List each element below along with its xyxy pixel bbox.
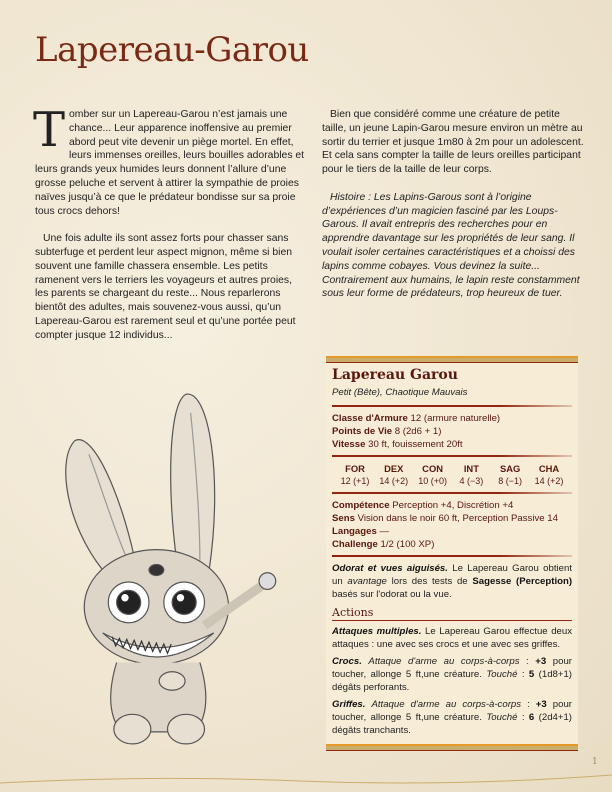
drop-cap: T — [33, 102, 66, 158]
ability-dex: DEX 14 (+2) — [379, 463, 409, 486]
intro-paragraph — [33, 102, 307, 218]
hit-points: Points de Vie 8 (2d6 + 1) — [332, 426, 442, 437]
ability-scores — [332, 462, 572, 488]
divider — [332, 455, 572, 457]
werebunny-illustration — [45, 385, 290, 755]
left-column — [33, 102, 307, 356]
senses: Sens Vision dans le noir 60 ft, Perception Passive 14 — [332, 513, 558, 524]
action-bite: Crocs. Attaque d'arme au corps-à-corps : +3 pour toucher, allonge 5 ft,une créature. Touché : 5 (1d8+1) dégâts perforants. — [332, 656, 573, 693]
stat-block-top-bar — [326, 356, 578, 363]
history-paragraph: Histoire : Les Lapins-Garous sont à l’origine d’expériences d’un magicien fasciné par les Loups-Garous. Il avait entrepris des recherches pour en apprendre davantage sur les propriétés de leur sang. Il voulait isoler certaines caractéristiques et a choissi des lapins comme cobayes. Vous devinez la suite... Contrairement aux humains, le lapin reste constamment sous leur forme de prédateurs, trop heureux de tuer. — [322, 191, 580, 300]
page-title: Lapereau-Garou — [35, 30, 309, 70]
divider — [332, 492, 572, 494]
ability-for: FOR 12 (+1) — [340, 463, 370, 486]
speed: Vitesse 30 ft, fouissement 20ft — [332, 439, 463, 450]
actions-heading: Actions — [332, 606, 572, 621]
action-claws: Griffes. Attaque d'arme au corps-à-corps : +3 pour toucher, allonge 5 ft,une créature. Touché : 6 (2d4+1) dégâts tranchants. — [332, 699, 573, 736]
ability-int: INT 4 (−3) — [459, 463, 484, 486]
languages: Langages — — [332, 526, 390, 537]
armor-class: Classe d'Armure 12 (armure naturelle) — [332, 413, 501, 424]
footer-ornament — [0, 765, 612, 790]
adult-paragraph: Une fois adulte ils sont assez forts pour chasser sans subterfuge et perdent leur aspect mignon, même si bien souvent une famille chassera ensemble. Les petits ramenent vers le terriers les voyageurs et autres proies, les parents se chargeant du reste... Nous reparlerons bientôt des adultes, mais souvenez-vous aussi, qu’un Lapereau-Garou est rarement seul et qu’une portée peut compter jusque 12 individus... — [35, 233, 296, 341]
stat-block — [326, 356, 578, 751]
ability-sag: SAG 8 (−1) — [498, 463, 523, 486]
action-multiattack: Attaques multiples. Le Lapereau Garou effectue deux attaques : une avec ses crocs et une avec ses griffes. — [332, 626, 572, 650]
creature-name: Lapereau Garou — [332, 367, 458, 383]
creature-type: Petit (Bête), Chaotique Mauvais — [332, 387, 468, 398]
intro-text: omber sur un Lapereau-Garou n’est jamais une chance... Leur apparence inoffensive au premier abord peut vite devenir un piège mortel. En effet, leurs immenses oreilles, leurs bouilles adorables et leurs grands yeux humides leurs donnent l’allure d’une grosse peluche et servent à attirer la sympathie de proies naïves jusqu’à ce que le prédateur bondisse sur sa proie tous crocs dehors! — [35, 109, 305, 217]
skills: Compétence Perception +4, Discrétion +4 — [332, 500, 514, 511]
size-paragraph: Bien que considéré comme une créature de petite taille, un jeune Lapin-Garou mesure environ un mètre au sortir du terrier et jusque 1m80 à 2m pour un adolescent. Et cela sans compter la taille de leurs oreilles participant pour le tiers de la taille de leur corps. — [322, 109, 584, 176]
page-number: 1 — [592, 757, 598, 767]
trait-keen-senses: Odorat et vues aiguisés. Le Lapereau Garou obtient un avantage lors des tests de Sagesse (Perception) basés sur l'odorat ou la vue. — [332, 563, 573, 600]
stat-block-bottom-bar — [326, 744, 578, 751]
challenge: Challenge 1/2 (100 XP) — [332, 539, 435, 550]
ability-cha: CHA 14 (+2) — [534, 463, 564, 486]
divider — [332, 405, 572, 407]
ability-con: CON 10 (+0) — [418, 463, 447, 486]
divider — [332, 555, 572, 557]
right-column — [322, 108, 586, 315]
